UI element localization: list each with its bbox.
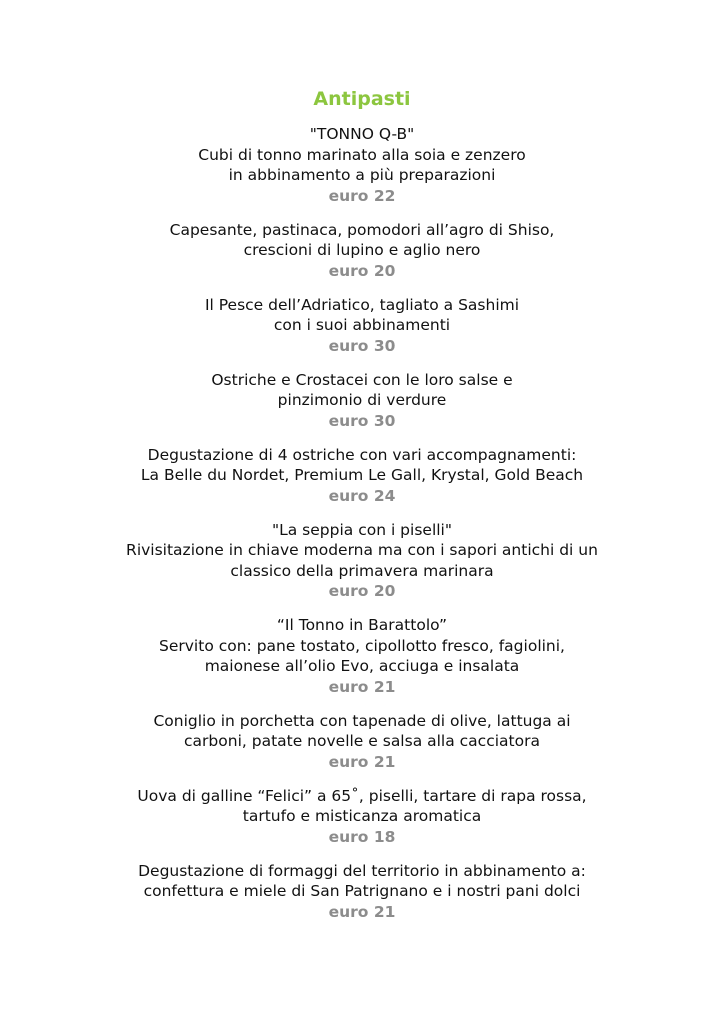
dish-description: Il Pesce dell’Adriatico, tagliato a Sashimi: [204, 295, 520, 314]
menu-item-degustazione-ostriche: [0, 445, 724, 506]
menu-item-seppia-piselli: [0, 520, 724, 602]
section-title: Antipasti: [313, 88, 411, 110]
menu-item-ostriche-crostacei: [0, 370, 724, 431]
dish-price: euro 24: [328, 486, 396, 505]
dish-description: in abbinamento a più preparazioni: [228, 166, 496, 184]
dish-description: carboni, patate novelle e salsa alla cacciatora: [184, 732, 540, 750]
dish-price: euro 21: [328, 752, 396, 771]
dish-price: euro 21: [328, 902, 396, 921]
dish-price: euro 30: [328, 336, 396, 355]
dish-description: maionese all’olio Evo, acciuga e insalata: [204, 657, 520, 675]
menu-item-tonno-qb: [0, 124, 724, 206]
menu-item-tonno-barattolo: [0, 615, 724, 697]
menu-item-degustazione-formaggi: [0, 861, 724, 922]
menu-item-uova-galline: [0, 786, 724, 847]
menu-item-pesce-adriatico: [0, 295, 724, 356]
dish-name: “Il Tonno in Barattolo”: [276, 616, 448, 634]
dish-price: euro 21: [328, 677, 396, 696]
dish-price: euro 20: [328, 261, 396, 280]
dish-description: Servito con: pane tostato, cipollotto fresco, fagiolini,: [159, 636, 565, 655]
dish-description: tartufo e misticanza aromatica: [242, 807, 482, 825]
dish-description: Capesante, pastinaca, pomodori all’agro di Shiso,: [169, 220, 555, 239]
dish-description: Degustazione di 4 ostriche con vari accompagnamenti:: [147, 445, 577, 464]
dish-description: confettura e miele di San Patrignano e i nostri pani dolci: [143, 882, 581, 900]
menu-item-capesante: [0, 220, 724, 281]
menu-item-coniglio-porchetta: [0, 711, 724, 772]
dish-description: Coniglio in porchetta con tapenade di olive, lattuga ai: [153, 711, 571, 730]
dish-description: Cubi di tonno marinato alla soia e zenzero: [198, 145, 526, 164]
dish-name: "TONNO Q-B": [309, 125, 415, 143]
dish-description: classico della primavera marinara: [230, 561, 494, 580]
dish-description: Ostriche e Crostacei con le loro salse e: [211, 370, 513, 389]
dish-description: Degustazione di formaggi del territorio in abbinamento a:: [138, 861, 586, 880]
dish-description: con i suoi abbinamenti: [273, 316, 451, 334]
dish-description: Uova di galline “Felici” a 65˚, piselli, tartare di rapa rossa,: [137, 786, 587, 805]
dish-description: Rivisitazione in chiave moderna ma con i sapori antichi di un: [126, 541, 598, 559]
dish-description: pinzimonio di verdure: [277, 391, 447, 409]
dish-description: crescioni di lupino e aglio nero: [243, 241, 481, 259]
dish-price: euro 18: [328, 827, 396, 846]
menu-list: [0, 124, 724, 922]
dish-price: euro 30: [328, 411, 396, 430]
dish-name: "La seppia con i piselli": [271, 520, 452, 539]
dish-description: La Belle du Nordet, Premium Le Gall, Krystal, Gold Beach: [140, 466, 584, 484]
dish-price: euro 22: [328, 186, 396, 205]
dish-price: euro 20: [328, 582, 396, 600]
